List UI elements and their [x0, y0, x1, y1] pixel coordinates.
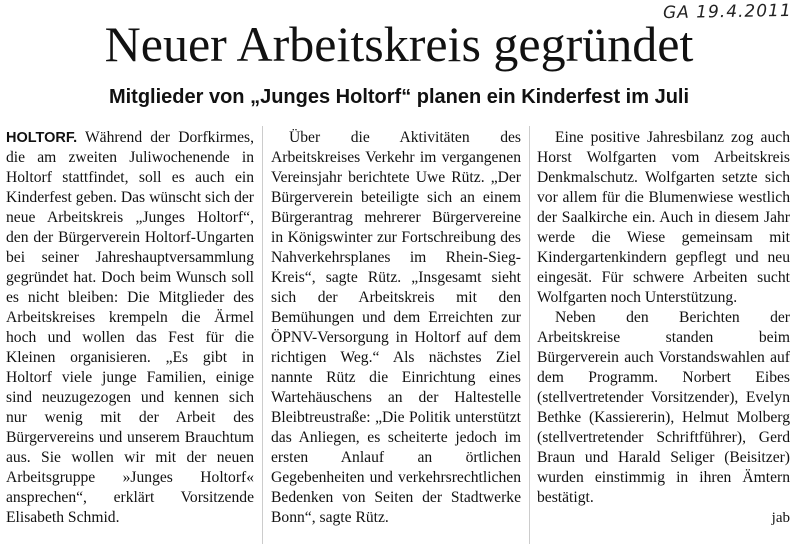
- column-divider: [262, 126, 263, 544]
- dateline: HOLTORF.: [6, 130, 78, 146]
- column-divider: [529, 126, 530, 544]
- handwritten-date-stamp: GA 19.4.2011: [663, 0, 793, 24]
- paragraph: [6, 128, 254, 528]
- article-column-3: [537, 128, 790, 528]
- paragraph: Eine positive Jahresbilanz zog auch Horst Wolfgarten vom Arbeitskreis Denkmalschutz. Wolfgarten setzte sich vor allem für die Blumenwiese westlich der Saalkirche ein. Auch in diesem Jahr werde die Wiese gemeinsam mit Kindergartenkindern gepflegt und neu eingesät. Für schwere Arbeiten sucht Wolfgarten noch Unterstützung.: [537, 129, 790, 306]
- author-signature: jab: [771, 510, 790, 526]
- article-column-1: [6, 128, 254, 528]
- article-subheadline: Mitglieder von „Junges Holtorf“ planen ein Kinderfest im Juli: [108, 86, 690, 108]
- article-headline: Neuer Arbeitskreis gegründet: [104, 16, 694, 72]
- article-column-2: [271, 128, 521, 528]
- paragraph-text: Während der Dorfkirmes, die am zweiten Juliwochenende in Holtorf stattfindet, soll es auch ein Kinderfest geben. Das wünscht sich der neue Arbeitskreis „Junges Holtorf“, den der Bürgerverein Holtorf-Ungarten bei seiner Jahreshauptversammlung gegründet hat. Doch beim Wunsch soll es nicht bleiben: Die Mitglieder des Arbeitskreises krempeln die Ärmel hoch und wollen das Fest für die Kleinen organisieren. „Es gibt in Holtorf viele junge Familien, einige sind neuzugezogen und kennen sich nur wenig mit der Arbeit des Bürgervereins und unserem Brauchtum aus. Sie wollen wir mit der neuen Arbeitsgruppe »Junges Holtorf« ansprechen“, erklärt Vorsitzende Elisabeth Schmid.: [6, 129, 254, 526]
- paragraph: Über die Aktivitäten des Arbeitskreises Verkehr im vergangenen Vereinsjahr berichtete Uwe Rütz. „Der Bürgerverein beteiligte sich an einem Bürgerantrag mehrerer Bürgervereine in Königswinter zur Fortschreibung des Nahverkehrsplanes im Rhein-Sieg-Kreis“, sagte Rütz. „Insgesamt sieht sich der Arbeitskreis mit den Bemühungen und dem Erreichten zur ÖPNV-Versorgung in Holtorf auf dem richtigen Weg.“ Als nächstes Ziel nannte Rütz die Einrichtung eines Wartehäuschens an der Haltestelle Bleibtreustraße: „Die Politik unterstützt das Anliegen, es scheiterte jedoch im ersten Anlauf an örtlichen Gegebenheiten und verkehrsrechtlichen Bedenken von Seiten der Stadtwerke Bonn“, sagte Rütz.: [271, 129, 521, 526]
- paragraph: Neben den Berichten der Arbeitskreise standen beim Bürgerverein auch Vorstandswahlen auf dem Programm. Norbert Eibes (stellvertretender Vorsitzender), Evelyn Bethke (Kassiererin), Helmut Molberg (stellvertretender Schriftführer), Gerd Braun und Harald Seliger (Beisitzer) wurden einstimmig in ihren Ämtern bestätigt.: [537, 309, 790, 506]
